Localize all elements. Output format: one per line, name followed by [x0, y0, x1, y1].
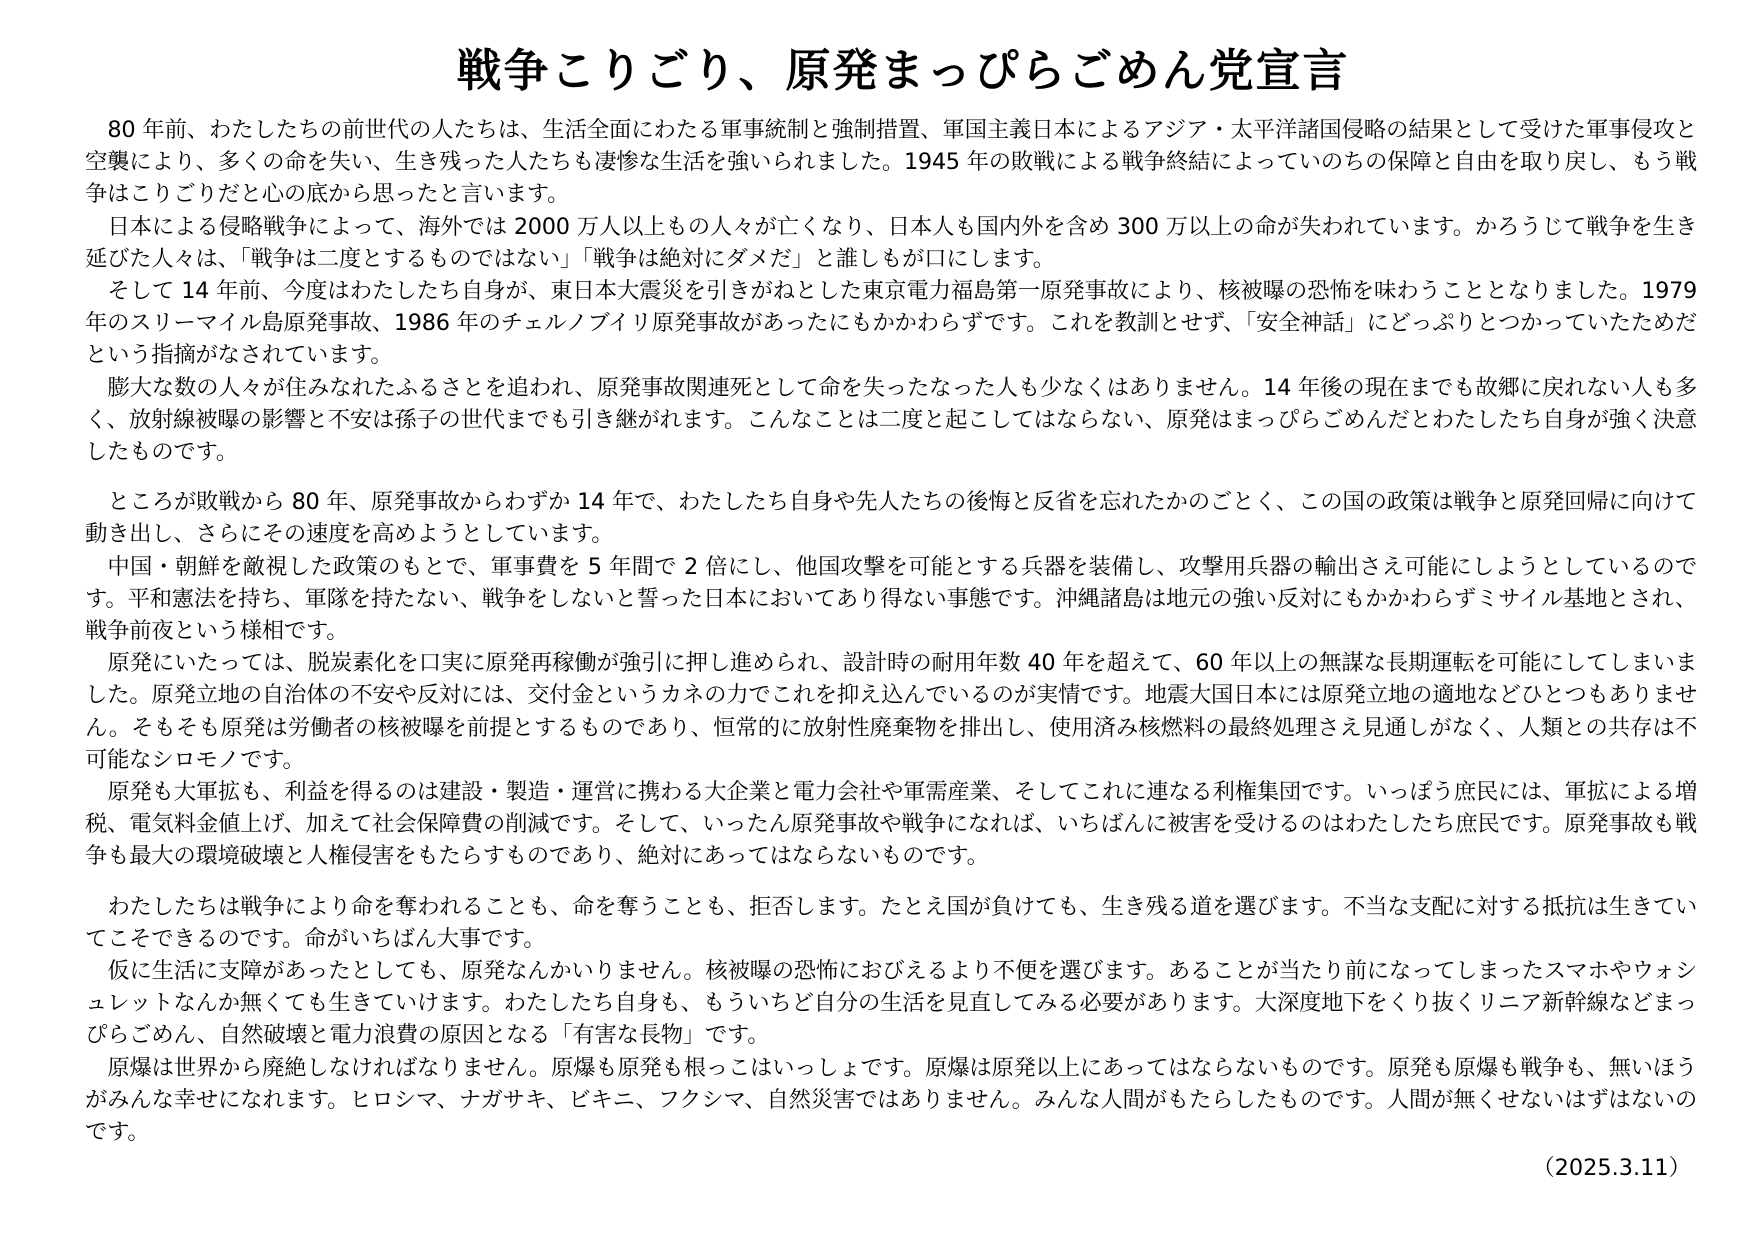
document-date: （2025.3.11）: [1532, 1155, 1691, 1182]
declaration-document: [85, 40, 1697, 1184]
paragraph: 原発にいたっては、脱炭素化を口実に原発再稼働が強引に押し進められ、設計時の耐用年数 40 年を超えて、60 年以上の無謀な長期運転を可能にしてしまいました。原発立地の自治体の不安や反対には、交付金というカネの力でこれを抑え込んでいるのが実情です。地震大国日本には原発立地の適地などひとつもありません。そもそも原発は労働者の核被曝を前提とするものであり、恒常的に放射性廃棄物を排出し、使用済み核燃料の最終処理さえ見通しがなく、人類との共存は不可能なシロモノです。: [85, 650, 1697, 773]
section-past-experience: [85, 114, 1697, 468]
paragraph: わたしたちは戦争により命を奪われることも、命を奪うことも、拒否します。たとえ国が負けても、生き残る道を選びます。不当な支配に対する抵抗は生きていてこそできるのです。命がいちばん大事です。: [85, 893, 1697, 952]
section-declaration: [85, 891, 1697, 1149]
paragraph: 80 年前、わたしたちの前世代の人たちは、生活全面にわたる軍事統制と強制措置、軍国主義日本によるアジア・太平洋諸国侵略の結果として受けた軍事侵攻と空襲により、多くの命を失い、生き残った人たちも凄惨な生活を強いられました。1945 年の敗戦による戦争終結によっていのちの保障と自由を取り戻し、もう戦争はこりごりだと心の底から思ったと言います。: [85, 117, 1697, 208]
paragraph: 原爆は世界から廃絶しなければなりません。原爆も原発も根っこはいっしょです。原爆は原発以上にあってはならないものです。原発も原爆も戦争も、無いほうがみんな幸せになれます。ヒロシマ、ナガサキ、ビキニ、フクシマ、自然災害ではありません。みんな人間がもたらしたものです。人間が無くせないはずはないのです。: [85, 1054, 1697, 1146]
paragraph: そして 14 年前、今度はわたしたち自身が、東日本大震災を引きがねとした東京電力福島第一原発事故により、核被曝の恐怖を味わうこととなりました。1979 年のスリーマイル島原発事故、1986 年のチェルノブイリ原発事故があったにもかかわらずです。これを教訓とせず、「安全神話」にどっぷりとつかっていたためだという指摘がなされています。: [85, 278, 1697, 369]
paragraph: ところが敗戦から 80 年、原発事故からわずか 14 年で、わたしたち自身や先人たちの後悔と反省を忘れたかのごとく、この国の政策は戦争と原発回帰に向けて動き出し、さらにその速度を高めようとしています。: [85, 489, 1697, 548]
paragraph: 中国・朝鮮を敵視した政策のもとで、軍事費を 5 年間で 2 倍にし、他国攻撃を可能とする兵器を装備し、攻撃用兵器の輸出さえ可能にしようとしているのです。平和憲法を持ち、軍隊を持たない、戦争をしないと誓った日本においてあり得ない事態です。沖縄諸島は地元の強い反対にもかかわらずミサイル基地とされ、戦争前夜という様相です。: [85, 553, 1697, 645]
paragraph: 原発も大軍拡も、利益を得るのは建設・製造・運営に携わる大企業と電力会社や軍需産業、そしてこれに連なる利権集団です。いっぽう庶民には、軍拡による増税、電気料金値上げ、加えて社会保障費の削減です。そして、いったん原発事故や戦争になれば、いちばんに被害を受けるのはわたしたち庶民です。原発事故も戦争も最大の環境破壊と人権侵害をもたらすものであり、絶対にあってはならないものです。: [85, 779, 1697, 870]
page-title: 戦争こりごり、原発まっぴらごめん党宣言: [456, 44, 1350, 97]
paragraph: 日本による侵略戦争によって、海外では 2000 万人以上もの人々が亡くなり、日本人も国内外を含め 300 万以上の命が失われています。かろうじて戦争を生き延びた人々は、「戦争は二度とするものではない」「戦争は絶対にダメだ」と誰しもが口にします。: [85, 213, 1697, 272]
paragraph: 仮に生活に支障があったとしても、原発なんかいりません。核被曝の恐怖におびえるより不便を選びます。あることが当たり前になってしまったスマホやウォシュレットなんか無くても生きていけます。わたしたち自身も、もういちど自分の生活を見直してみる必要があります。大深度地下をくり抜くリニア新幹線などまっぴらごめん、自然破壊と電力浪費の原因となる「有害な長物」です。: [85, 958, 1698, 1049]
paragraph: 膨大な数の人々が住みなれたふるさとを追われ、原発事故関連死として命を失ったなった人も少なくはありません。14 年後の現在までも故郷に戻れない人も多く、放射線被曝の影響と不安は孫子の世代までも引き継がれます。こんなことは二度と起こしてはならない、原発はまっぴらごめんだとわたしたち自身が強く決意したものです。: [85, 374, 1697, 466]
section-current-policy: [85, 486, 1697, 872]
